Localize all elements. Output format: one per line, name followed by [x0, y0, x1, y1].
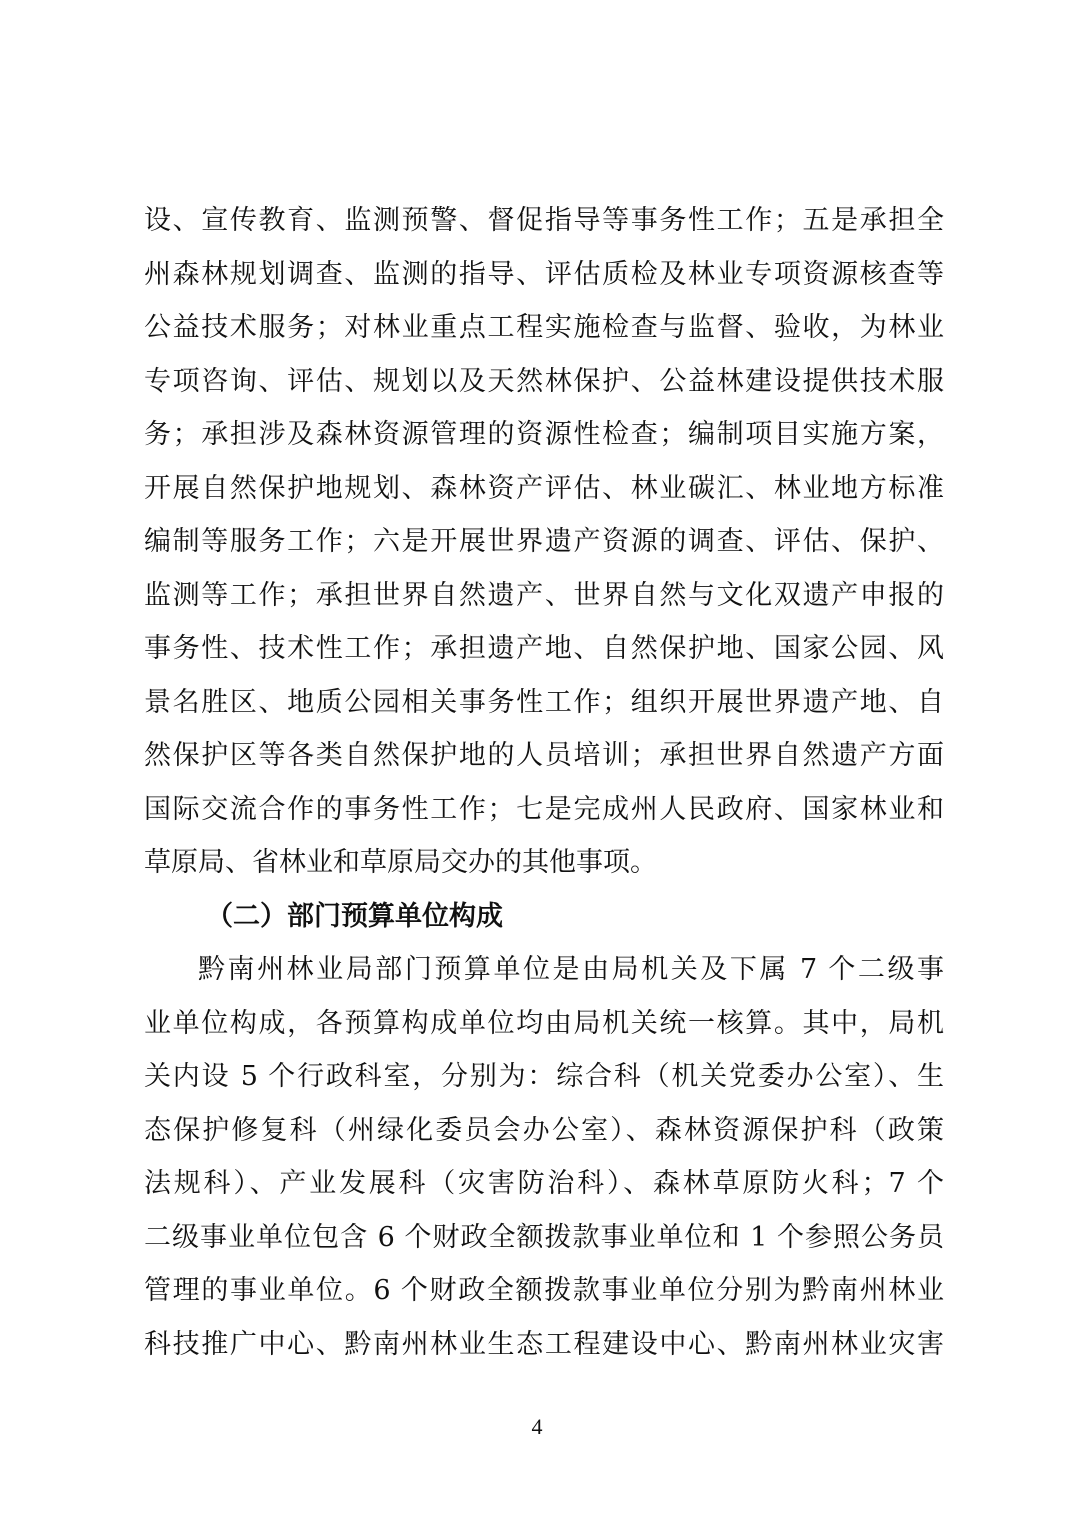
- text-line: 设、宣传教育、监测预警、督促指导等事务性工作；五是承担全: [144, 205, 944, 236]
- text-line: 务；承担涉及森林资源管理的资源性检查；编制项目实施方案，: [144, 419, 944, 450]
- text-line: 二级事业单位包含 6 个财政全额拨款事业单位和 1 个参照公务员: [144, 1221, 944, 1253]
- text-line: 编制等服务工作；六是开展世界遗产资源的调查、评估、保护、: [144, 526, 944, 557]
- text-line: 然保护区等各类自然保护地的人员培训；承担世界自然遗产方面: [144, 740, 944, 771]
- text-line: 州森林规划调查、监测的指导、评估质检及林业专项资源核查等: [144, 258, 944, 290]
- section-heading: （二）部门预算单位构成: [206, 900, 503, 932]
- text-line: 管理的事业单位。6 个财政全额拨款事业单位分别为黔南州林业: [144, 1275, 944, 1306]
- text-line: 业单位构成，各预算构成单位均由局机关统一核算。其中，局机: [144, 1007, 944, 1039]
- page-number: 4: [531, 1414, 543, 1439]
- text-line: 国际交流合作的事务性工作；七是完成州人民政府、国家林业和: [144, 793, 944, 825]
- text-line: 态保护修复科（州绿化委员会办公室）、森林资源保护科（政策: [144, 1114, 944, 1146]
- text-line: 法规科）、产业发展科（灾害防治科）、森林草原防火科；7 个: [144, 1168, 944, 1199]
- text-line: 监测等工作；承担世界自然遗产、世界自然与文化双遗产申报的: [144, 579, 944, 611]
- text-line: 公益技术服务；对林业重点工程实施检查与监督、验收，为林业: [144, 312, 944, 343]
- text-line: 草原局、省林业和草原局交办的其他事项。: [144, 847, 657, 878]
- text-line: 专项咨询、评估、规划以及天然林保护、公益林建设提供技术服: [144, 365, 944, 397]
- text-line: 关内设 5 个行政科室，分别为：综合科（机关党委办公室）、生: [144, 1061, 944, 1092]
- text-line: 景名胜区、地质公园相关事务性工作；组织开展世界遗产地、自: [144, 686, 944, 718]
- text-line: 科技推广中心、黔南州林业生态工程建设中心、黔南州林业灾害: [144, 1328, 944, 1360]
- paragraph-duties: [144, 194, 944, 1371]
- text-line: 开展自然保护地规划、森林资产评估、林业碳汇、林业地方标准: [144, 472, 944, 504]
- text-line: 事务性、技术性工作；承担遗产地、自然保护地、国家公园、风: [144, 633, 944, 664]
- text-line: 黔南州林业局部门预算单位是由局机关及下属 7 个二级事: [198, 954, 944, 985]
